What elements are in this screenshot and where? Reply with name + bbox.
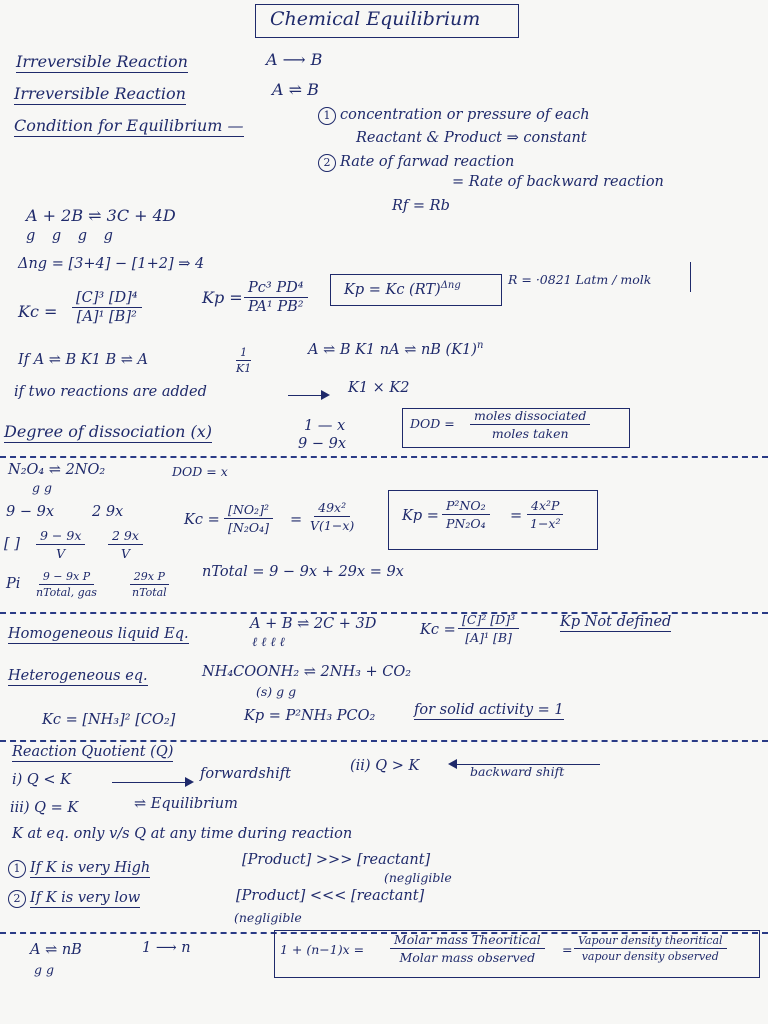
divider-1 bbox=[0, 456, 768, 458]
added-rule: if two reactions are added bbox=[14, 384, 207, 400]
n2o4-kp-lhs: Kp = bbox=[402, 508, 439, 524]
partial-pressure-frac-2 bbox=[128, 570, 171, 599]
kc-numerator: [C]³ [D]⁴ bbox=[72, 290, 142, 308]
vapour-frac-2 bbox=[574, 934, 727, 963]
n2o4-kc-frac-1 bbox=[224, 502, 273, 535]
quotient-i: i) Q < K bbox=[12, 772, 71, 788]
vapour-eq: A ⇌ nB bbox=[30, 942, 82, 958]
vapour-den-2: vapour density observed bbox=[581, 950, 719, 963]
vapour-num-2: Vapour density theoritical bbox=[574, 934, 727, 949]
kc-fraction bbox=[72, 290, 142, 325]
irreversible-eq-2: A ⇌ B bbox=[272, 80, 319, 99]
n2o4-kp-num: P²NO₂ bbox=[442, 498, 490, 515]
kc-lhs: Kc = bbox=[18, 302, 58, 321]
n2o4-conc-2 bbox=[108, 528, 143, 561]
irreversible-label-1: Irreversible Reaction bbox=[16, 52, 188, 71]
heterogeneous-kc: Kc = [NH₃]² [CO₂] bbox=[42, 712, 176, 728]
quotient-i-result: forwardshift bbox=[200, 766, 291, 782]
rate-equality: Rf = Rb bbox=[392, 198, 450, 214]
homogeneous-kc-den: [A]¹ [B] bbox=[465, 630, 512, 645]
partial-pressure-num-1: 9 − 9x P bbox=[39, 570, 94, 585]
kp-kc-exponent: Δng bbox=[440, 280, 461, 291]
heterogeneous-eq: NH₄COONH₂ ⇌ 2NH₃ + CO₂ bbox=[202, 664, 412, 680]
k-high-text: If K is very High bbox=[30, 860, 151, 876]
reaction-1-phases: g g g g bbox=[26, 228, 119, 244]
n-total: nTotal = 9 − 9x + 29x = 9x bbox=[202, 564, 404, 580]
heterogeneous-kp: Kp = P²NH₃ PCO₂ bbox=[244, 708, 376, 724]
kp-fraction bbox=[244, 280, 308, 315]
k-high-number: 1 bbox=[8, 860, 26, 878]
partial-pressure-frac-1 bbox=[32, 570, 101, 599]
inverse-rule: If A ⇌ B K1 B ⇌ A bbox=[18, 352, 148, 368]
page-title: Chemical Equilibrium bbox=[270, 8, 481, 30]
kp-numerator: Pc³ PD⁴ bbox=[244, 280, 308, 298]
dod-numerator: moles dissociated bbox=[470, 408, 590, 425]
homogeneous-kc-lhs: Kc = bbox=[420, 622, 456, 638]
n2o4-conc-1 bbox=[36, 528, 85, 561]
condition-1-number: 1 bbox=[318, 107, 336, 125]
kp-denominator: PA¹ PB² bbox=[248, 299, 304, 315]
n2o4-kc-den-2: V(1−x) bbox=[310, 518, 355, 533]
homogeneous-eq: A + B ⇌ 2C + 3D bbox=[250, 616, 377, 632]
kp-lhs: Kp = bbox=[202, 288, 243, 307]
quotient-ii-result: backward shift bbox=[470, 764, 565, 779]
vapour-den-1: Molar mass observed bbox=[399, 950, 536, 965]
condition-1-line2: Reactant & Product ⇒ constant bbox=[356, 130, 587, 146]
dod-box-lhs: DOD = bbox=[410, 416, 455, 431]
k-high-note: (negligible bbox=[384, 870, 452, 885]
reaction-1-eq: A + 2B ⇌ 3C + 4D bbox=[26, 206, 176, 225]
solid-activity: for solid activity = 1 bbox=[414, 702, 564, 718]
kp-kc-relation bbox=[344, 280, 461, 298]
n2o4-conc-1-den: V bbox=[56, 546, 66, 561]
n2o4-kc-num-2: 49x² bbox=[314, 500, 350, 517]
n2o4-kc-num: [NO₂]² bbox=[224, 502, 273, 519]
quotient-iii: iii) Q = K bbox=[10, 800, 79, 816]
vapour-map: 1 ⟶ n bbox=[142, 940, 191, 956]
condition-2-number: 2 bbox=[318, 154, 336, 172]
gas-constant: R = ·0821 Latm / molk bbox=[508, 272, 652, 287]
k-low-note: (negligible bbox=[234, 910, 302, 925]
vapour-lhs: 1 + (n−1)x = bbox=[280, 942, 365, 957]
dod-denominator: moles taken bbox=[491, 426, 569, 441]
forward-arrow bbox=[112, 782, 192, 783]
delta-ng: Δng = [3+4] − [1+2] ⇒ 4 bbox=[18, 256, 205, 272]
n2o4-row1-b: 2 9x bbox=[92, 504, 124, 520]
dod-bottom: 9 − 9x bbox=[298, 436, 346, 452]
power-rule bbox=[308, 340, 483, 358]
n2o4-dod: DOD = x bbox=[172, 464, 228, 479]
n2o4-bracket: [ ] bbox=[4, 536, 20, 552]
gas-constant-box bbox=[500, 262, 691, 292]
n2o4-conc-2-den: V bbox=[120, 546, 130, 561]
vapour-phases: g g bbox=[34, 962, 54, 977]
n2o4-eq: N₂O₄ ⇌ 2NO₂ bbox=[8, 462, 106, 478]
n2o4-conc-1-num: 9 − 9x bbox=[36, 528, 85, 545]
n2o4-kp-den-2: 1−x² bbox=[530, 516, 561, 531]
partial-pressure-den-2: nTotal bbox=[132, 586, 167, 599]
dod-label: Degree of dissociation (x) bbox=[4, 422, 212, 441]
n2o4-kp-den: PN₂O₄ bbox=[446, 516, 486, 531]
quotient-label: Reaction Quotient (Q) bbox=[12, 744, 174, 760]
inverse-num: 1 bbox=[236, 346, 251, 361]
k-low bbox=[8, 890, 140, 908]
vapour-mid: = bbox=[562, 942, 573, 957]
condition-2-line1: Rate of farwad reaction bbox=[340, 154, 515, 170]
n2o4-kp-frac-1 bbox=[442, 498, 490, 531]
n2o4-kp-mid: = bbox=[510, 508, 523, 524]
homogeneous-label: Homogeneous liquid Eq. bbox=[8, 626, 189, 642]
power-rule-exponent: n bbox=[476, 340, 484, 351]
added-arrow bbox=[288, 395, 328, 396]
condition-label: Condition for Equilibrium — bbox=[14, 116, 244, 135]
vapour-num-1: Molar mass Theoritical bbox=[390, 932, 545, 949]
kc-denominator: [A]¹ [B]² bbox=[76, 309, 137, 325]
n2o4-kc-frac-2 bbox=[306, 500, 358, 533]
n2o4-kp-frac-2 bbox=[526, 498, 565, 531]
divider-3 bbox=[0, 740, 768, 742]
added-result: K1 × K2 bbox=[348, 380, 410, 396]
inverse-fraction bbox=[232, 346, 255, 375]
condition-1 bbox=[318, 107, 590, 125]
quotient-iii-result: ⇌ Equilibrium bbox=[134, 796, 238, 812]
dod-fraction bbox=[470, 408, 590, 441]
dod-top: 1 — x bbox=[304, 418, 346, 434]
kp-kc-text: Kp = Kc (RT) bbox=[344, 281, 441, 298]
k-high bbox=[8, 860, 150, 878]
homogeneous-kc-frac bbox=[458, 612, 519, 645]
heterogeneous-phases: (s) g g bbox=[256, 684, 297, 699]
condition-2-line2: = Rate of backward reaction bbox=[452, 174, 664, 190]
k-high-result: [Product] >>> [reactant] bbox=[242, 852, 431, 868]
homogeneous-kp: Kp Not defined bbox=[560, 614, 672, 630]
homogeneous-kc-num: [C]² [D]³ bbox=[458, 612, 519, 629]
inverse-den: K1 bbox=[236, 362, 252, 375]
k-low-result: [Product] <<< [reactant] bbox=[236, 888, 425, 904]
n2o4-kc-den: [N₂O₄] bbox=[228, 520, 269, 535]
power-rule-text: A ⇌ B K1 nA ⇌ nB (K1) bbox=[308, 341, 477, 358]
partial-pressure-den-1: nTotal, gas bbox=[36, 586, 97, 599]
irreversible-eq-1: A ⟶ B bbox=[266, 50, 323, 69]
n2o4-kc-mid: = bbox=[290, 512, 303, 528]
vapour-frac-1 bbox=[390, 932, 545, 965]
n2o4-phases: g g bbox=[32, 480, 52, 495]
k-low-text: If K is very low bbox=[30, 890, 141, 906]
irreversible-label-2: Irreversible Reaction bbox=[14, 84, 186, 103]
heterogeneous-label: Heterogeneous eq. bbox=[8, 668, 148, 684]
homogeneous-phases: ℓ ℓ ℓ ℓ bbox=[252, 634, 285, 649]
condition-1-line1: concentration or pressure of each bbox=[340, 107, 590, 123]
n2o4-kc-lhs: Kc = bbox=[184, 512, 220, 528]
partial-pressure-label: Pi bbox=[6, 576, 21, 592]
k-vs-q: K at eq. only v/s Q at any time during reaction bbox=[12, 826, 353, 842]
quotient-ii: (ii) Q > K bbox=[350, 758, 420, 774]
n2o4-conc-2-num: 2 9x bbox=[108, 528, 143, 545]
n2o4-row1-a: 9 − 9x bbox=[6, 504, 54, 520]
condition-2 bbox=[318, 154, 514, 172]
partial-pressure-num-2: 29x P bbox=[130, 570, 169, 585]
k-low-number: 2 bbox=[8, 890, 26, 908]
n2o4-kp-num-2: 4x²P bbox=[527, 498, 563, 515]
